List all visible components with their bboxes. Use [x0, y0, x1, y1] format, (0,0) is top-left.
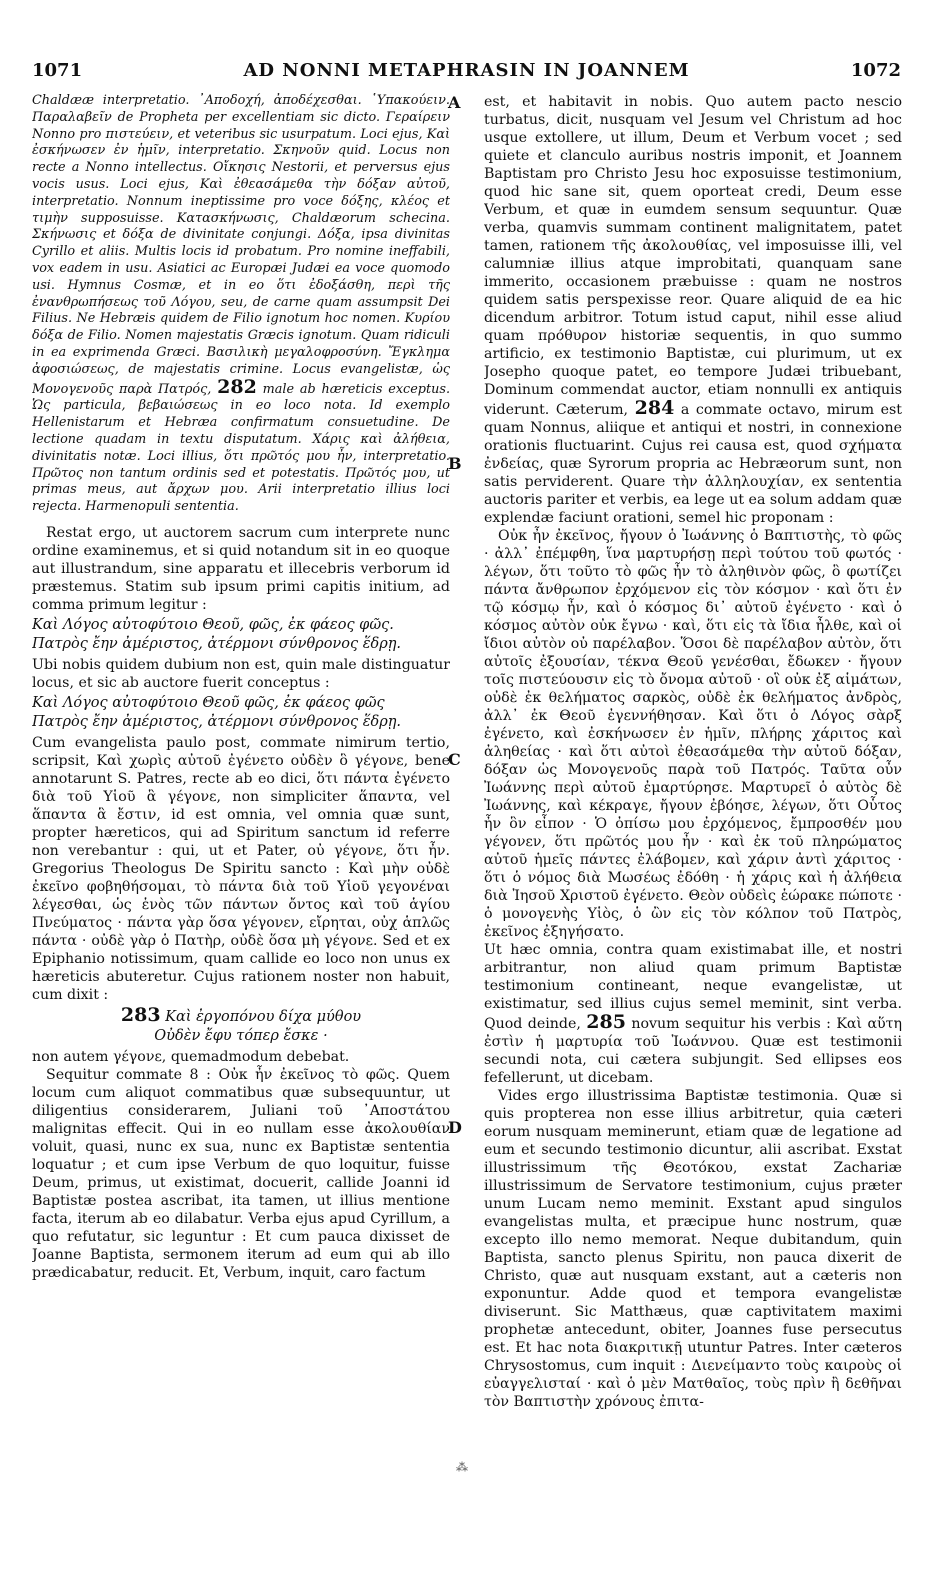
page-header [0, 0, 933, 95]
section-number-283: 283 [120, 1003, 161, 1026]
summary-notes [32, 93, 450, 516]
running-title: AD NONNI METAPHRASIN IN JOANNEM [243, 60, 690, 81]
verse-line: Καὶ ἐργοπόνου δίχα μύθου [165, 1008, 362, 1025]
margin-marker-b: B [448, 454, 462, 473]
paragraph-cum-evangelista: Cum evangelista paulo post, commate nimirum tertio, scripsit, Καὶ χωρὶς αὐτοῦ ἐγένετο οὐδὲν ὃ γέγονε, bene annotarunt S. Patres, recte ab eo dici, ὅτι πάντα ἐγένετο διὰ τοῦ Υἱοῦ ἃ γέγονε, non simpliciter ἅπαντα, vel ἅπαντα ἃ ἔστιν, id est omnia, vel omnia quæ sunt, propter hæreticos, qui ad Spiritum sanctum id referre non verebantur : qui, ut et Pater, οὐ γέγονε, ὅτι ἦν. Gregorius Theologus De Spiritu sancto : Καὶ μὴν οὐδὲ ἐκεῖνο φοβηθήσομαι, τὸ πάντα διὰ τοῦ Υἱοῦ γεγονέναι λέγεσθαι, ὡς ἑνὸς τῶν πάντων ὄντος καὶ τοῦ ἁγίου Πνεύματος · πάντα γὰρ ὅσα γέγονεν, εἴρηται, οὐχ ἁπλῶς πάντα · οὐδὲ γὰρ ὁ Πατὴρ, οὐδὲ ὅσα μὴ γέγονε. Sed et ex Epiphanio notissimum, quam callide eo loco non unus ex hæreticis abuteretur. Cujus rationem noster non habuit, cum dixit : [32, 734, 450, 1003]
paragraph-ubi: Ubi nobis quidem dubium non est, quin male distinguatur locus, et sic ab auctore fuerit conceptus : [32, 656, 450, 691]
margin-marker-c: C [448, 750, 461, 769]
verse-quote-2 [32, 694, 450, 732]
verse-line: Καὶ Λόγος αὐτοφύτοιο Θεοῦ φῶς, ἐκ φάεος φῶς [32, 694, 385, 711]
page-number-left: 1071 [32, 60, 83, 81]
left-column [32, 93, 450, 1510]
summary-notes-part2: male ab hæreticis exceptus. Ὡς particula, βεβαιώσεως in eo loco nota. Id exemplo Hellenistarum et Hebræa confirmatum consuetudine. De lectione quadam in textu disputatum. Χάρις καὶ ἀλήθεια, divinitatis notæ. Loci illius, ὅτι πρῶτός μου ἦν, interpretatio. Πρῶτος non tantum ordinis sed et potestatis. Πρῶτός μου, ut primas meus, aut ἄρχων μου. Arii interpretatio illius loci rejecta. Harmenopuli sententia. [32, 381, 450, 515]
printer-ornament: ⁂ [456, 1460, 468, 1474]
text-run: novum sequitur his verbis : Καὶ αὕτη ἐστὶν ἡ μαρτυρία τοῦ Ἰωάννου. Quæ est testimonii secundi nota, cui cætera subjungit. Sed ellipses eos fefellerunt, ut dicebam. [484, 1016, 902, 1086]
right-column [484, 93, 902, 1443]
paragraph-ut-haec [484, 941, 902, 1087]
paragraph-sequitur: Sequitur commate 8 : Οὐκ ἦν ἐκεῖνος τὸ φῶς. Quem locum cum aliquot commatibus quæ subsequuntur, ut diligentius considerarem, Juliani τοῦ ᾿Αποστάτου malignitas effecit. Qui in eo nullam esse ἀκολουθίαν voluit, quasi, nunc ex sua, nunc ex Baptistæ sententia loquatur ; et cum ipse Verbum de quo loquitur, fuisse Deum, primus, ut existimat, docuerit, callide Joanni id Baptistæ postea ascribat, ita tamen, ut illius mentione facta, iterum ab eo dilabatur. Verba ejus apud Cyrillum, a quo refutatur, sic leguntur : Et cum pauca dixisset de Joanne Baptista, sermonem iterum ad eum qui ab illo prædicabatur, reducit. Et, Verbum, inquit, caro factum [32, 1066, 450, 1281]
greek-paraphrase: Οὐκ ἦν ἐκεῖνος, ἤγουν ὁ Ἰωάννης ὁ Βαπτιστὴς, τὸ φῶς · ἀλλ᾿ ἐπέμφθη, ἵνα μαρτυρήσῃ περὶ τούτου τοῦ φωτός · λέγων, ὅτι τοῦτο τὸ φῶς ἦν τὸ ἀληθινὸν φῶς, ὃ φωτίζει πάντα ἄνθρωπον ἐρχόμενον εἰς τὸν κόσμον · καὶ ὅτι ἐν τῷ κόσμῳ ἦν, καὶ ὁ κόσμος δι᾿ αὐτοῦ ἐγένετο · καὶ ὁ κόσμος αὐτὸν οὐκ ἔγνω · καὶ, ὅτι εἰς τὰ ἴδια ἦλθε, καὶ οἱ ἴδιοι αὐτὸν οὐ παρέλαβον. Ὅσοι δὲ παρέλαβον αὐτὸν, ὅτι αὐτοῖς ἐξουσίαν, τέκνα Θεοῦ γενέσθαι, ἔδωκεν · ἤγουν τοῖς πιστεύουσιν εἰς τὸ ὄνομα αὐτοῦ · οἳ οὐκ ἐξ αἱμάτων, οὐδὲ ἐκ θελήματος σαρκὸς, οὐδὲ ἐκ θελήματος ἀνδρὸς, ἀλλ᾿ ἐκ Θεοῦ ἐγεννήθησαν. Καὶ ὅτι ὁ Λόγος σὰρξ ἐγένετο, καὶ ἐσκήνωσεν ἐν ἡμῖν, πλήρης χάριτος καὶ ἀληθείας · καὶ ὅτι αὐτοὶ ἐθεασάμεθα τὴν αὐτοῦ δόξαν, δόξαν ὡς Μονογενοῦς παρὰ τοῦ Πατρός. Ταῦτα οὖν Ἰωάννης περὶ αὐτοῦ ἐμαρτύρησε. Μαρτυρεῖ ὁ αὐτὸς δὲ Ἰωάννης, καὶ κέκραγε, ἤγουν ἐβόησε, λέγων, ὅτι Οὗτος ἦν ὃν εἶπον · Ὁ ὀπίσω μου ἐρχόμενος, ἔμπροσθέν μου γέγονεν, ὅτι πρῶτός μου ἦν · καὶ ἐκ τοῦ πληρώματος αὐτοῦ ἡμεῖς πάντες ἐλάβομεν, καὶ χάριν ἀντὶ χάριτος · ὅτι ὁ νόμος διὰ Μωσέως ἐδόθη · ἡ χάρις καὶ ἡ ἀλήθεια διὰ Ἰησοῦ Χριστοῦ ἐγένετο. Θεὸν οὐδεὶς ἑώρακε πώποτε · ὁ μονογενὴς Υἱὸς, ὁ ὢν εἰς τὸν κόλπον τοῦ Πατρὸς, ἐκεῖνος ἐξηγήσατο. [484, 528, 902, 940]
section-number-282: 282 [217, 375, 257, 398]
verse-line: Καὶ Λόγος αὐτοφύτοιο Θεοῦ, φῶς, ἐκ φάεος φῶς. [32, 616, 394, 633]
section-number-285: 285 [586, 1011, 626, 1033]
text-run: Ut hæc omnia, contra quam existimabat ille, et nostri arbitrantur, non aliud quam primum Baptistæ testimonium contineant, neque evangelistæ, ut existimatur, sed illius cujus semel meminit, sint verba. Quod deinde, [484, 942, 902, 1032]
margin-marker-a: A [448, 93, 461, 112]
paragraph-restat: Restat ergo, ut auctorem sacrum cum interprete nunc ordine examinemus, et si quid notandum sit in eo quoque aut illustrandum, sine apparatu et illecebris verborum id præstemus. Statim sub ipsum primi capitis initium, ad comma primum legitur : [32, 524, 450, 613]
page-number-right: 1072 [850, 60, 901, 81]
verse-line: Πατρὸς ἔην ἀμέριστος, ἀτέρμονι σύνθρονος ἕδρῃ. [32, 713, 402, 730]
verse-line: Οὐδὲν ἔφυ τόπερ ἔσκε · [154, 1027, 328, 1044]
verse-quote-3 [32, 1003, 450, 1046]
text-run: a commate octavo, mirum est quam Nonnus, aliique et antiqui et nostri, in connexione orationis fluctuarint. Cujus rei causa est, quod σχήματα ἐνδείας, quæ Syrorum propria ac Hebræorum sunt, non satis perviderent. Quare τὴν ἀλληλουχίαν, ex sententia auctoris pariter et verbis, ea lege ut ea solum addam quæ explendæ faciunt orationi, semel hic proponam : [484, 402, 902, 526]
margin-marker-d: D [448, 1118, 462, 1137]
summary-notes-part1: Chaldææ interpretatio. ᾿Αποδοχή, ἀποδέχεσθαι. ῾Υπακούειν. Παραλαβεῖν de Propheta per excellentiam sic dicto. Γεραίρειν Nonno pro πιστεύειν, et veteribus sic usurpatum. Loci ejus, Καὶ ἐσκήνωσεν ἐν ἡμῖν, interpretatio. Σκηνοῦν quid. Locus non recte a Nonno intellectus. Οἴκησις Nestorii, et perversus ejus vocis usus. Loci ejus, Καὶ ἐθεασάμεθα τὴν δόξαν αὐτοῦ, interpretatio. Nonnum ineptissime pro voce δόξης, κλέος et τιμὴν supposuisse. Κατασκήνωσις, Chaldæorum schecina. Σκήνωσις et δόξα de divinitate conjungi. Δόξα, ipsa divinitas Cyrillo et aliis. Multis locis id probatum. Pro nomine ineffabili, vox eadem in usu. Asiatici ac Europæi Judæi ea voce quomodo usi. Hymnus Cosmæ, et in eo ὅτι ἐδοξάσθη, περὶ τῆς ἐνανθρωπήσεως τοῦ Λόγου, seu, de carne quam assumpsit Dei Filius. Ne Hebræis quidem de Filio ignotum hoc nomen. Κυρίου δόξα de Filio. Nomen majestatis Græcis ignotum. Quam ridiculi in ea exprimenda Græci. Βασιλικὴ μεγαλοφροσύνη. Ἔγκλημα ἀφοσιώσεως, de majestatis crimine. Locus evangelistæ, ὡς Μονογενοῦς παρὰ Πατρός, [32, 93, 450, 397]
verse-line: Πατρὸς ἔην ἀμέριστος, ἀτέρμονι σύνθρονος ἕδρῃ. [32, 635, 402, 652]
verse-quote-1 [32, 616, 450, 654]
section-number-284: 284 [634, 397, 675, 419]
paragraph-non-autem: non autem γέγονε, quemadmodum debebat. [32, 1048, 350, 1065]
paragraph-continuation [484, 93, 902, 527]
paragraph-vides-ergo: Vides ergo illustrissima Baptistæ testimonia. Quæ si quis propterea non esse illius arbitretur, quia cæteri eorum nusquam meminerunt, etiam quæ de legatione ad eum et secundo testimonio dicuntur, alii ascribat. Exstat illustrissimum τῆς Θεοτόκου, exstat Zachariæ illustrissimum de Servatore testimonium, cujus præter unum Lucam nemo meminit. Exstant apud singulos evangelistas multa, et præcipue hunc nostrum, quæ excepto illo nemo memorat. Neque dubitandum, quin Baptista, sancto plenus Spiritu, non pauca dixerit de Christo, quæ aut nusquam exstant, aut a cæteris non exponuntur. Adde quod et tempora evangelistæ diviserunt. Sic Matthæus, quæ captivitatem maximi prophetæ antecedunt, obiter, Joannes fuse persecutus est. Et hac nota διακριτικῇ utuntur Patres. Inter cæteros Chrysostomus, cum inquit : Διενείμαντο τοὺς καιροὺς οἱ εὐαγγελισταί · καὶ ὁ μὲν Ματθαῖος, τοὺς πρὶν ἢ δεθῆναι τὸν Βαπτιστὴν χρόνους ἐπιτα- [484, 1088, 902, 1410]
text-run: est, et habitavit in nobis. Quo autem pacto nescio turbatus, dicit, nusquam vel Jesum vel Christum ad hoc usque extollere, ut illum, Deum et Verbum vocet ; sed quiete et clanculo auribus nostris imponit, et Joannem Baptistam pro Christo Jesu hoc exposuisse testimonium, quod hic sane sit, quem oporteat credi, Deum esse Verbum, et quæ in eumdem sensum sequuntur. Quæ verba, quamvis summam continent malignitatem, patet tamen, rationem τῆς ἀκολουθίας, vel imposuisse illi, vel calumniæ illius atque improbitati, quanquam sane immerito, occasionem præbuisse : quam ne nostros quidem satis perspexisse reor. Quare aliquid de ea hic dicendum arbitror. Totum istud caput, nihil esse aliud quam πρόθυρον historiæ sequentis, in quo summo artificio, ex testimonio Baptistæ, cui plurimum, ut ex Josepho quoque patet, eo tempore Judæi tribuebant, Dominum commendat auctor, etiam nonnulli ex antiquis viderunt. Cæterum, [484, 94, 902, 418]
